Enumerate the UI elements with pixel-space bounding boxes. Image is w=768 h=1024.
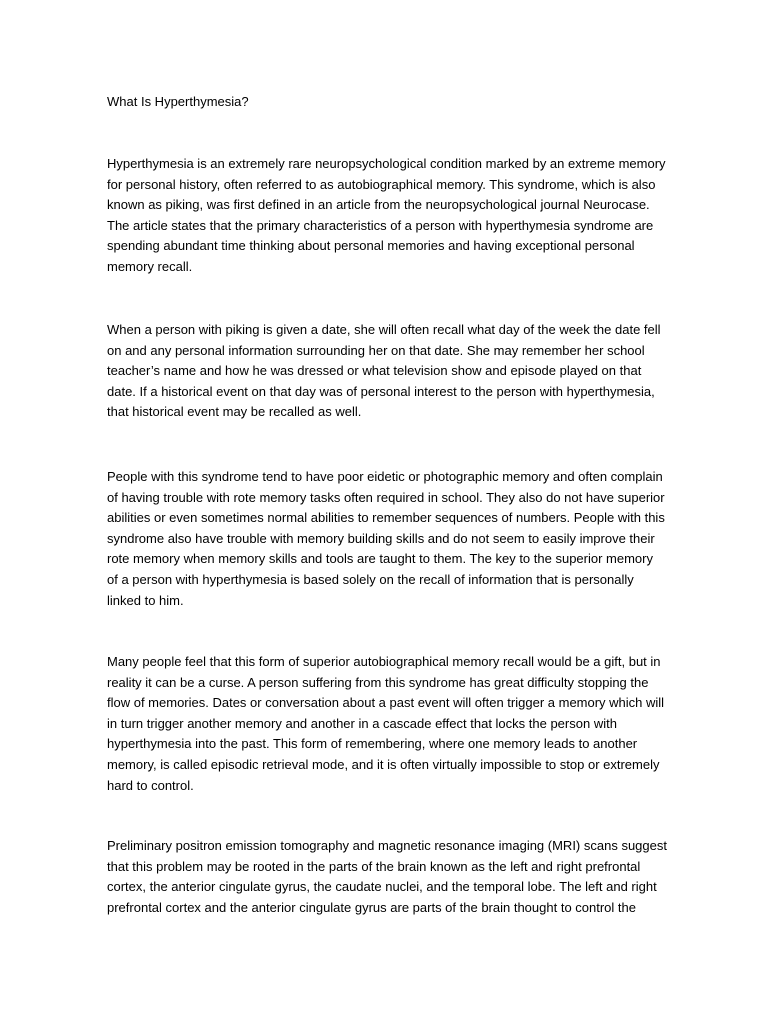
paragraph-brain-scans: Preliminary positron emission tomography and magnetic resonance imaging (MRI) scans suggest that this problem may be rooted in the parts of the brain known as the left and right prefrontal cortex, the anterior cingulate gyrus, the caudate nuclei, and the temporal lobe. The left and right prefrontal cortex and the anterior cingulate gyrus are parts of the brain thought to control the: [107, 838, 667, 915]
paragraph-date-recall: When a person with piking is given a date, she will often recall what day of the week the date fell on and any personal information surrounding her on that date. She may remember her school teacher’s name and how he was dressed or what television show and episode played on that date. If a historical event on that day was of personal interest to the person with hyperthymesia, that historical event may be recalled as well.: [107, 322, 661, 420]
paragraph-rote-memory: People with this syndrome tend to have poor eidetic or photographic memory and often complain of having trouble with rote memory tasks often required in school. They also do not have superior abilities or even sometimes normal abilities to remember sequences of numbers. People with this syndrome also have trouble with memory building skills and do not seem to easily improve their rote memory when memory skills and tools are taught to them. The key to the superior memory of a person with hyperthymesia is based solely on the recall of information that is personally linked to him.: [107, 469, 665, 608]
paragraph-curse: Many people feel that this form of superior autobiographical memory recall would be a gift, but in reality it can be a curse. A person suffering from this syndrome has great difficulty stopping the flow of memories. Dates or conversation about a past event will often trigger a memory which will in turn trigger another memory and another in a cascade effect that locks the person with hyperthymesia into the past. This form of remembering, where one memory leads to another memory, is called episodic retrieval mode, and it is often virtually impossible to stop or extremely hard to control.: [107, 654, 665, 793]
paragraph-definition: Hyperthymesia is an extremely rare neuropsychological condition marked by an extreme memory for personal history, often referred to as autobiographical memory. This syndrome, which is also known as piking, was first defined in an article from the neuropsychological journal Neurocase. The article states that the primary characteristics of a person with hyperthymesia syndrome are spending abundant time thinking about personal memories and having exceptional personal memory recall.: [107, 156, 666, 274]
document-title: What Is Hyperthymesia?: [107, 94, 249, 109]
